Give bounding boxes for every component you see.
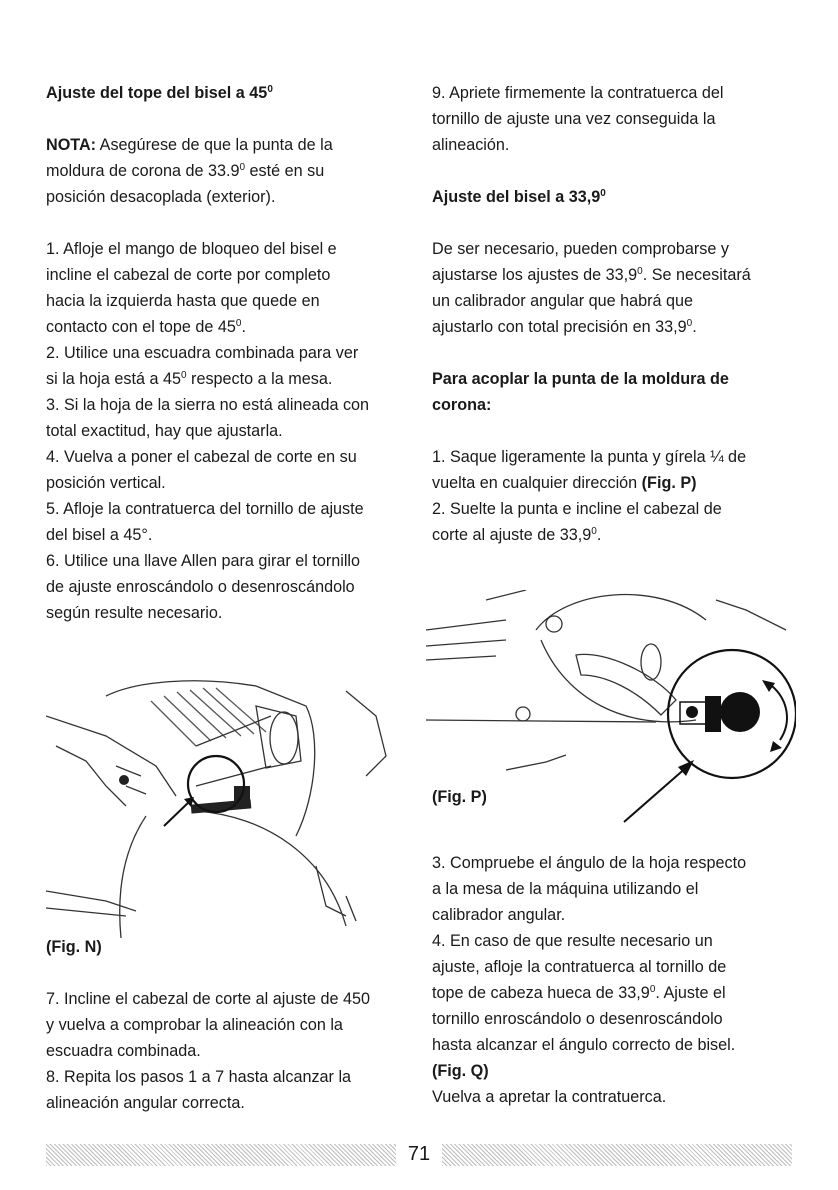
figure-p-illustration — [426, 590, 796, 850]
figure-n-illustration — [46, 676, 416, 938]
right-step-1: 1. Saque ligeramente la punta y gírela ¼ de vuelta en cualquier dirección (Fig. P) — [432, 448, 747, 492]
step-9: 9. Apriete firmemente la contratuerca del tornillo de ajuste una vez conseguida la alineación. — [432, 84, 724, 154]
step-4: 4. Vuelva a poner el cabezal de corte en su posición vertical. — [46, 448, 357, 492]
step-5: 5. Afloje la contratuerca del tornillo de ajuste del bisel a 45°. — [46, 500, 364, 544]
right-column — [432, 80, 802, 1110]
right-step-4: 4. En caso de que resulte necesario un ajuste, afloje la contratuerca al tornillo de tope de cabeza hueca de 33,9$^0$. Ajuste el tornillo enroscándolo o desenroscándolo hasta alcanzar el ángulo correcto de bisel. (Fig. Q) Vuelva a apretar la contratuerca. — [432, 932, 736, 1106]
right-step-3: 3. Compruebe el ángulo de la hoja respecto a la mesa de la máquina utilizando el calibrador angular. — [432, 854, 747, 924]
step-8: 8. Repita los pasos 1 a 7 hasta alcanzar la alineación angular correcta. — [46, 1068, 352, 1112]
sub-heading-crown-tip: Para acoplar la punta de la moldura de corona: — [432, 370, 729, 414]
note-paragraph: NOTA: Asegúrese de que la punta de la moldura de corona de 33.9$^0$ esté en su posición desacoplada (exterior). — [46, 136, 333, 206]
footer-bar-left — [46, 1144, 396, 1166]
section-heading-bevel-45: Ajuste del tope del bisel a $45^0$ — [46, 84, 273, 102]
step-3: 3. Si la hoja de la sierra no está alineada con total exactitud, hay que ajustarla. — [46, 396, 370, 440]
page-number: 71 — [407, 1143, 431, 1165]
figure-p-block — [432, 590, 802, 850]
step-2: 2. Utilice una escuadra combinada para ver si la hoja está a $45^0$ respecto a la mesa. — [46, 344, 359, 388]
figure-n-caption: (Fig. N) — [46, 938, 102, 956]
footer-bar-right — [442, 1144, 792, 1166]
step-7: 7. Incline el cabezal de corte al ajuste de 450 y vuelva a comprobar la alineación con la escuadra combinada. — [46, 990, 370, 1060]
step-6: 6. Utilice una llave Allen para girar el tornillo de ajuste enroscándolo o desenroscándolo según resulte necesario. — [46, 552, 361, 622]
intro-paragraph: De ser necesario, pueden comprobarse y ajustarse los ajustes de 33,9$^0$. Se necesitará un calibrador angular que habrá que ajustarlo con total precisión en 33,9$^0$. — [432, 240, 751, 336]
right-step-2: 2. Suelte la punta e incline el cabezal de corte al ajuste de 33,9$^0$. — [432, 500, 722, 544]
figure-p-caption: (Fig. P) — [432, 788, 487, 806]
section-heading-bevel-33-9: Ajuste del bisel a 33,9$^0$ — [432, 188, 606, 206]
step-1: 1. Afloje el mango de bloqueo del bisel e incline el cabezal de corte por completo hacia la izquierda hasta que quede en contacto con el tope de $45^0$. — [46, 240, 337, 336]
left-column — [46, 80, 416, 1116]
